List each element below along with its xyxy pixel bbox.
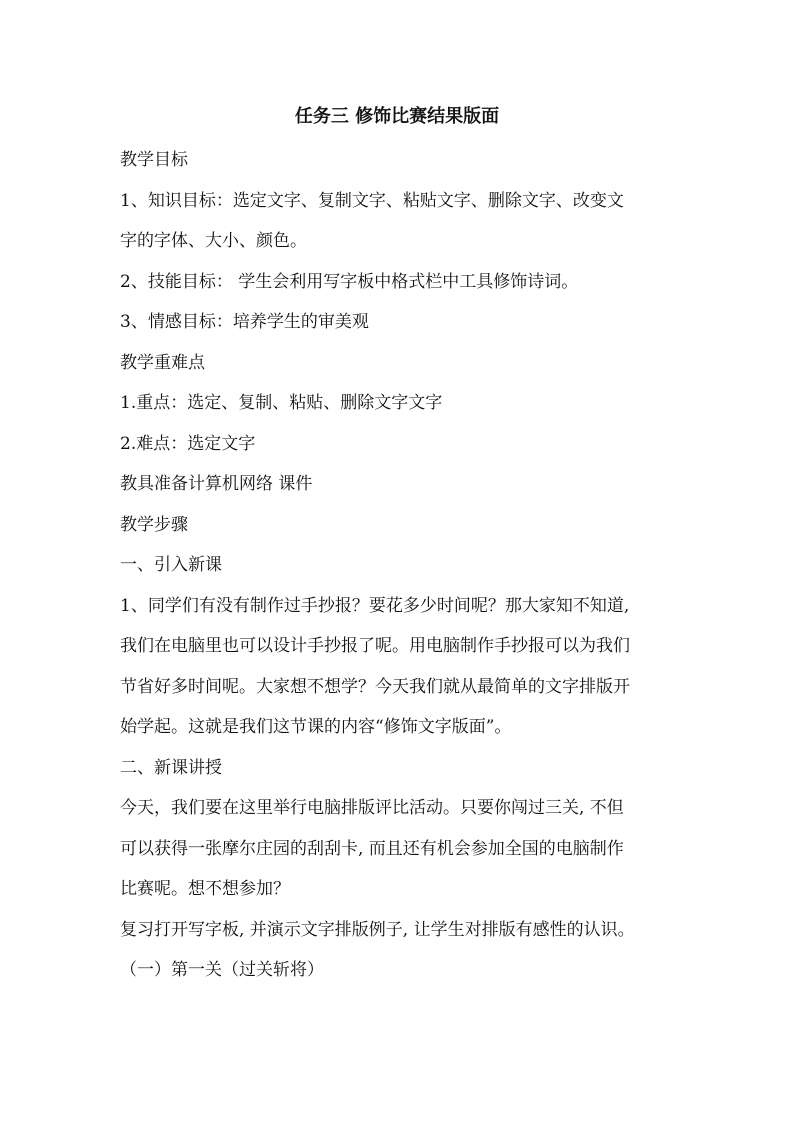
heading-key-difficult-points: 教学重难点 [120,352,205,373]
lesson-paragraph-line-3: 比赛呢。想不想参加？ [120,879,290,899]
section-introduction: 一、引入新课 [120,555,222,575]
lesson-paragraph-line-2: 可以获得一张摩尔庄园的刮刮卡, 而且还有机会参加全国的电脑制作 [120,838,624,859]
goal-knowledge-line-2: 字的字体、大小、颜色。 [120,231,307,251]
heading-teaching-goals: 教学目标 [120,150,188,170]
intro-paragraph-line-2: 我们在电脑里也可以设计手抄报了呢。用电脑制作手抄报可以为我们 [120,636,630,656]
heading-teaching-steps: 教学步骤 [120,514,188,535]
lesson-paragraph-line-1: 今天，我们要在这里举行电脑排版评比活动。只要你闯过三关, 不但 [120,798,624,818]
document-body [120,146,680,997]
key-point: 1.重点：选定、复制、粘贴、删除文字文字 [120,393,443,413]
intro-paragraph-line-4: 始学起。这就是我们这节课的内容“修饰文字版面”。 [120,717,512,737]
review-paragraph: 复习打开写字板, 并演示文字排版例子, 让学生对排版有感性的认识。 [120,919,635,940]
document-title: 任务三 修饰比赛结果版面 [294,106,500,127]
intro-paragraph-line-1: 1、同学们有没有制作过手抄报？要花多少时间呢？那大家知不知道, [120,595,630,616]
goal-emotion: 3、情感目标：培养学生的审美观 [120,312,369,332]
intro-paragraph-line-3: 节省好多时间呢。大家想不想学？今天我们就从最简单的文字排版开 [120,676,630,697]
teaching-aids: 教具准备计算机网络 课件 [120,474,313,494]
goal-skill: 2、技能目标： 学生会利用写字板中格式栏中工具修饰诗词。 [120,271,579,292]
difficult-point: 2.难点：选定文字 [120,433,256,454]
section-new-lesson: 二、新课讲授 [120,757,222,778]
subsection-first-level: （一）第一关（过关斩将） [120,960,324,980]
goal-knowledge-line-1: 1、知识目标：选定文字、复制文字、粘贴文字、删除文字、改变文 [120,190,624,211]
